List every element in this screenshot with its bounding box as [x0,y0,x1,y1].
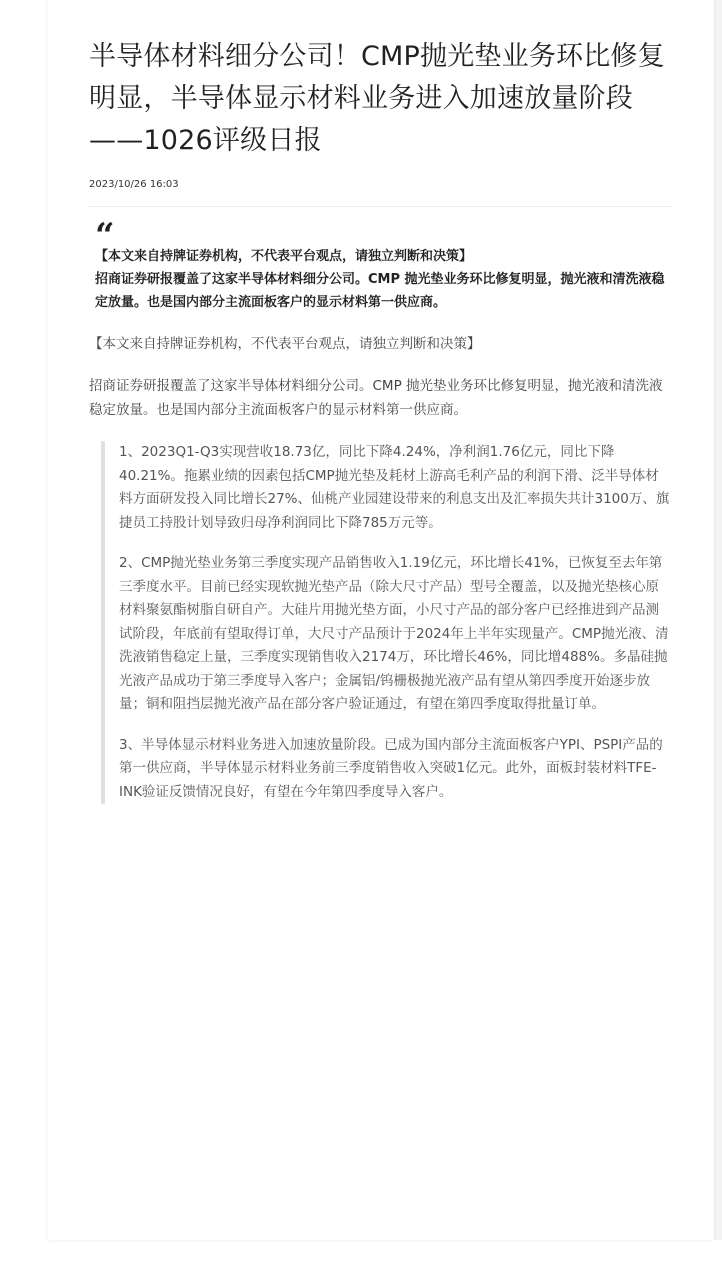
summary-disclaimer: 【本文来自持牌证券机构，不代表平台观点，请独立判断和决策】 [95,249,473,264]
quote-icon: “ [95,216,115,256]
summary-text: 招商证券研报覆盖了这家半导体材料细分公司。CMP 抛光垫业务环比修复明显，抛光液和清洗液稳定放量。也是国内部分主流面板客户的显示材料第一供应商。 [95,272,665,310]
article-title: 半导体材料细分公司！CMP抛光垫业务环比修复明显，半导体显示材料业务进入加速放量阶段——1026评级日报 [89,41,665,156]
divider [89,206,671,207]
paragraph-disclaimer: 【本文来自持牌证券机构，不代表平台观点，请独立判断和决策】 [89,336,481,352]
key-point-2: 2、CMP抛光垫业务第三季度实现产品销售收入1.19亿元，环比增长41%，已恢复至去年第三季度水平。目前已经实现软抛光垫产品（除大尺寸产品）型号全覆盖，以及抛光垫核心原材料聚氨酯树脂自研自产。大硅片用抛光垫方面，小尺寸产品的部分客户已经推进到产品测试阶段，年底前有望取得订单，大尺寸产品预计于2024年上半年实现量产。CMP抛光液、清洗液销售稳定上量，三季度实现销售收入2174万，环比增长46%，同比增488%。多晶硅抛光液产品成功于第三季度导入客户；金属铝/钨栅极抛光液产品有望从第四季度开始逐步放量；铜和阻挡层抛光液产品在部分客户验证通过，有望在第四季度取得批量订单。 [119,555,669,712]
paragraph-intro: 招商证券研报覆盖了这家半导体材料细分公司。CMP 抛光垫业务环比修复明显，抛光液和清洗液稳定放量。也是国内部分主流面板客户的显示材料第一供应商。 [89,378,663,418]
key-points-blockquote [101,441,671,804]
key-point-3: 3、半导体显示材料业务进入加速放量阶段。已成为国内部分主流面板客户YPI、PSPI产品的第一供应商，半导体显示材料业务前三季度销售收入突破1亿元。此外，面板封装材料TFE-INK验证反馈情况良好，有望在今年第四季度导入客户。 [119,736,663,800]
article-date: 2023/10/26 16:03 [89,179,179,190]
summary-quote [89,216,671,314]
key-point-1: 1、2023Q1-Q3实现营收18.73亿，同比下降4.24%，净利润1.76亿元，同比下降40.21%。拖累业绩的因素包括CMP抛光垫及耗材上游高毛利产品的利润下滑、泛半导体材料方面研发投入同比增长27%、仙桃产业园建设带来的利息支出及汇率损失共计3100万、旗捷员工持股计划导致归母净利润同比下降785万元等。 [119,444,670,531]
article [89,36,671,804]
